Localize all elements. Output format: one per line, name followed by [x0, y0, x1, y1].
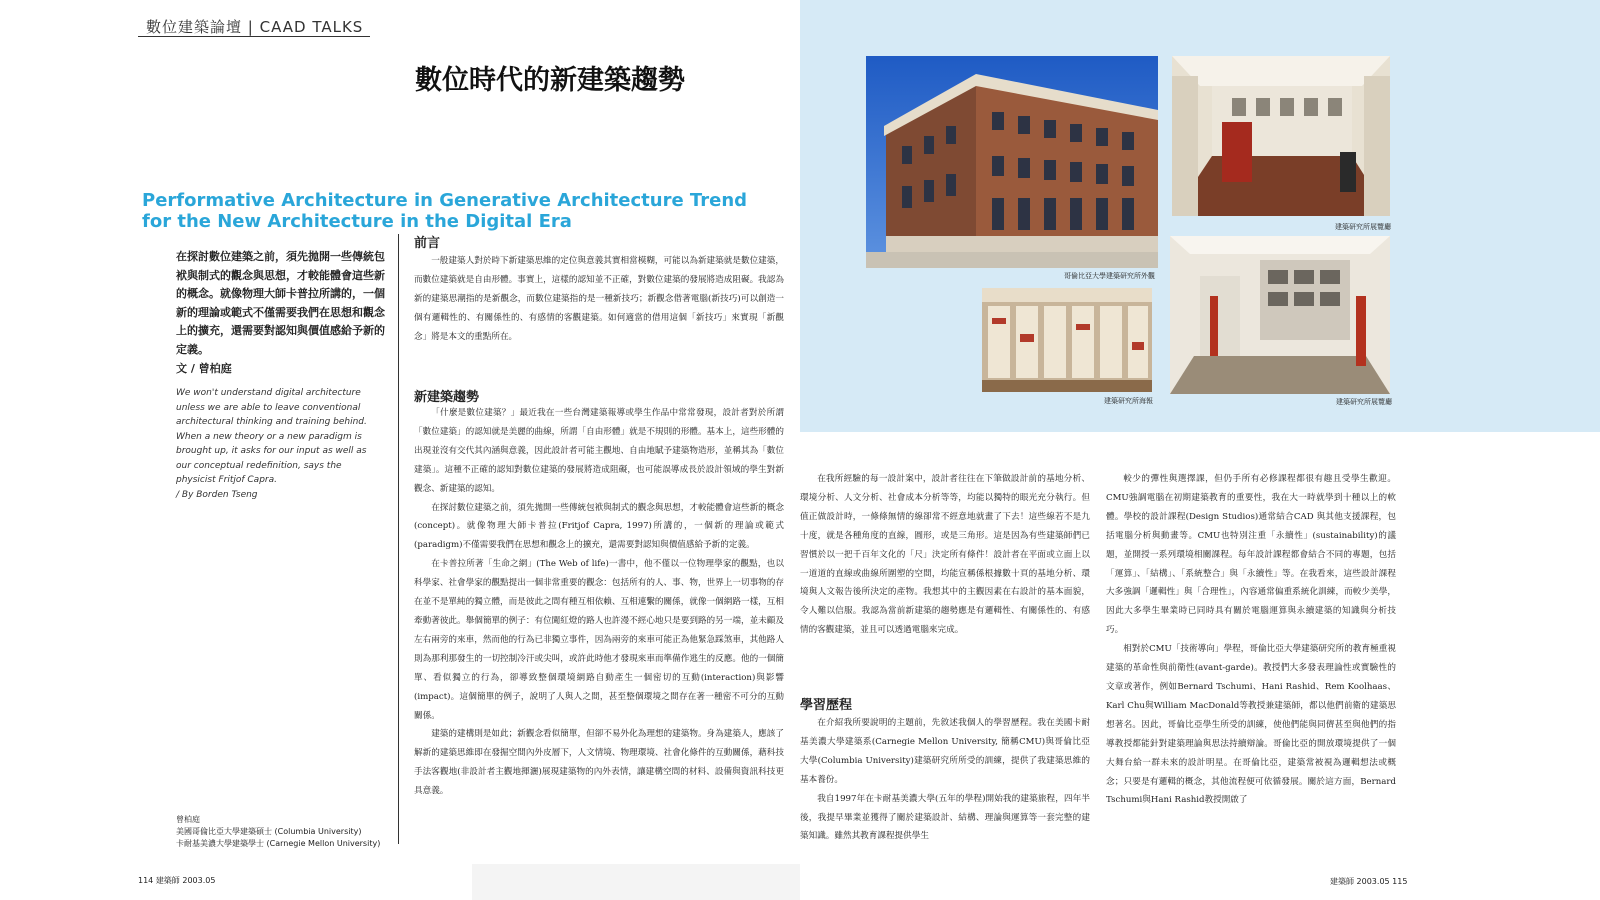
right-column-2 — [1106, 470, 1396, 850]
author-bio — [176, 814, 398, 850]
section-category: 數位建築論壇 | CAAD TALKS — [146, 18, 364, 36]
paragraph: 較少的彈性與選擇課，但仍手所有必修課程都很有趣且受學生歡迎。CMU強調電腦在初期建築教育的重要性，我在大一時就學到十種以上的軟體。學校的設計課程(Design Studios)通常結合CAD 與其他支援課程，包括電腦分析與動畫等。CMU也特別注重「永續性」(sustainability)的議題，並開授一系列環境相關課程。每年設計課程都會結合不同的專題，包括「運算」、「結構」、「系統整合」與「永續性」等。在我看來，這些設計課程大多強調「邏輯性」與「合理性」，內容通常偏重系統化訓練，而較少美學，因此大多學生畢業時已同時具有關於電腦運算與永續建築的知識與分析技巧。 — [1106, 474, 1396, 636]
poster-photo — [982, 288, 1152, 392]
paragraph: 「什麼是數位建築？」最近我在一些台灣建築報導或學生作品中常常發現，設計者對於所謂「數位建築」的認知就是美麗的曲線，所謂「自由形體」就是不規則的形體。基本上，這些形體的出現並沒有交代其內涵與意義，因此設計者可能主觀地、自由地賦予建築物造形，並稱其為「數位建築」。這種不正確的認知對數位建築的發展將造成阻礙，也可能誤導成長於設計領域的學生對新觀念、新建築的認知。 — [414, 408, 784, 494]
title-en-line-2: for the New Architecture in the Digital Era — [142, 211, 572, 232]
paragraph: 在探討數位建築之前，須先拋開一些傳統包袱與制式的觀念與思想，才較能體會這些新的概念(concept)。就像物理大師卡普拉(Fritjof Capra, 1997)所講的，一個新的理論或範式 (paradigm)不僅需要我們在思想和觀念上的擴充，還需要對認知與價值感給予新的定義。 — [414, 502, 784, 551]
paragraph: 一般建築人對於時下新建築思維的定位與意義其實相當模糊，可能以為新建築就是數位建築，而數位建築就是自由形體。事實上，這樣的認知並不正確，對數位建築的發展將造成阻礙。我認為新的建築思潮指的是新觀念，而數位建築指的是一種新技巧；新觀念借著電腦(新技巧)可以創造一個有邏輯性的、有關係性的、有感情的客觀建築。如何適當的借用這個「新技巧」來實現「新觀念」將是本文的重點所在。 — [414, 256, 784, 342]
scan-footer-band — [472, 864, 800, 900]
section-intro-body — [414, 252, 784, 372]
title-en-line-1: Performative Architecture in Generative Architecture Trend — [142, 190, 748, 211]
right-column-1-top — [800, 470, 1090, 682]
paragraph: 在我所經驗的每一設計案中，設計者往往在下筆做設計前的基地分析、環境分析、人文分析、社會成本分析等等，均能以獨特的眼光充分執行。但值正做設計時，一條條無情的線卻常不經意地就畫了下去！這些線若不是九十度，就是各種角度的直線，圓形，或是三角形。這是因為有些建築師們已習慣於以一把千百年文化的「尺」決定所有條件！設計者在平面或立面上以一道道的直線或曲線所圍塑的空間，均能宣稱係根據數十頁的基地分析、環境與人文報告後所決定的產物。我想其中的主觀因素在右設計的基本面貌，令人難以信服。我認為當前新建築的趨勢應是有邏輯性、有關係性的、有感情的客觀建築，並且可以透過電腦來完成。 — [800, 474, 1090, 636]
page-number-left: 114 建築師 2003.05 — [138, 876, 216, 885]
paragraph: 在卡普拉所著「生命之網」(The Web of life)一書中，他不僅以一位物理學家的觀點，也以科學家、社會學家的觀點提出一個非常重要的觀念：包括所有的人、事、物，世界上一切事物的存在並不是單純的獨立體，而是彼此之間有種互相依賴、互相連繫的關係，就像一個網路一樣，互相牽動著彼此。舉個簡單的例子：有位闖紅燈的路人也許漫不經心地只是要到路的另一端，並未顧及左右兩旁的來車，然而他的行為已非獨立事件，因為兩旁的來車可能正為他緊急踩煞車，其他路人則為那利那發生的一切控制冷汗或尖叫，或許此時他才發現來車而準備作逃生的反應。他的一個簡單、看似獨立的行為，卻導致整個環境網路自動產生一個密切的互動(interaction)與影響(impact)。這個簡單的例子，說明了人與人之間，甚至整個環境之間存在著一種密不可分的互動關係。 — [414, 559, 784, 721]
right-column-1-bottom — [800, 714, 1090, 850]
photo-caption-2: 建築研究所展覽廳 — [1335, 223, 1391, 231]
author-zh: 文 / 曾柏庭 — [176, 362, 232, 375]
photo-caption-1: 哥倫比亞大學建築研究所外觀 — [1064, 272, 1155, 280]
byline-en: / By Borden Tseng — [176, 489, 258, 500]
building-exterior-photo — [866, 56, 1158, 268]
section-heading-trend: 新建築趨勢 — [414, 390, 480, 405]
intro-zh: 在探討數位建築之前，須先拋開一些傳統包袱與制式的觀念與思想，才較能體會這些新的概念。就像物理大師卡普拉所講的，一個新的理論或範式不僅需要我們在思想和觀念上的擴充，還需要對認知與價值感給予新的定義。 — [176, 250, 385, 356]
paragraph: 我自1997年在卡耐基美濃大學(五年的學程)開始我的建築旅程，四年半後，我提早畢業並獲得了關於建築設計、結構、理論與運算等一套完整的建築知識。雖然其教育課程提供學生 — [800, 793, 1090, 842]
photo-caption-3: 建築研究所海報 — [1104, 397, 1153, 405]
gallery-photo-1 — [1172, 56, 1390, 216]
photo-caption-4: 建築研究所展覽廳 — [1336, 398, 1392, 406]
article-title-zh: 數位時代的新建築趨勢 — [415, 65, 685, 96]
gallery-photo-2 — [1170, 236, 1390, 394]
paragraph: 建築的建構則是如此；新觀念看似簡單，但卻不易外化為理想的建築物。身為建築人，應該了解新的建築思維即在發掘空間內外皮層下，人文情境、物理環境、社會化條件的互動關係，藉科技手法客觀地(非設計者主觀地揮灑)展現建築物的內外表情，讓建構空間的材料、設備與資訊科技更具意義。 — [414, 729, 784, 797]
intro-en-text: We won't understand digital architecture unless we are able to leave conventional architectural thinking and training behind. When a new theory or a new paradigm is brought up, it asks for our input as well as our conceptual redefinition, says the physicist Fritjof Capra. — [176, 388, 367, 485]
header-rule — [138, 36, 370, 37]
right-page — [800, 0, 1600, 900]
paragraph: 相對於CMU「技術導向」學程，哥倫比亞大學建築研究所的教育極重視建築的革命性與前衛性(avant-garde)。教授們大多發表理論性或實驗性的文章或著作，例如Bernard Tschumi、Hani Rashid、Rem Koolhaas、Karl Chu與William MacDonald等教授兼建築師，都以他們前衛的建築思想著名。因此，哥倫比亞學生所受的訓練，使他們能與同儕甚至與他們的指導教授都能針對建築理論與思法持續辯論。哥倫比亞的開放環境提供了一個大舞台給一群未來的設計明星。在哥倫比亞，建築常被視為邏輯想法或概念；只要是有邏輯的概念，其他流程便可依循發展。關於這方面，Bernard Tschumi與Hani Rashid教授開啟了 — [1106, 644, 1396, 806]
section-heading-intro: 前言 — [414, 236, 441, 251]
bio-name: 曾柏庭 — [176, 815, 200, 824]
section-trend-body — [414, 404, 784, 850]
paragraph: 在介紹我所要說明的主題前，先敘述我個人的學習歷程。我在美國卡耐基美濃大學建築系(Carnegie Mellon University, 簡稱CMU)與哥倫比亞大學(Columbia University)建築研究所所受的訓練，提供了我建築思維的基本養份。 — [800, 718, 1090, 785]
column-divider — [398, 234, 399, 844]
section-heading-learning: 學習歷程 — [800, 698, 853, 713]
intro-en — [176, 386, 381, 502]
article-title-en — [142, 190, 747, 232]
page-number-right: 建築師 2003.05 115 — [1330, 877, 1408, 886]
bio-line-2: 卡耐基美濃大學建築學士 (Carnegie Mellon University) — [176, 839, 381, 848]
bio-line-1: 美國哥倫比亞大學建築碩士 (Columbia University) — [176, 827, 362, 836]
